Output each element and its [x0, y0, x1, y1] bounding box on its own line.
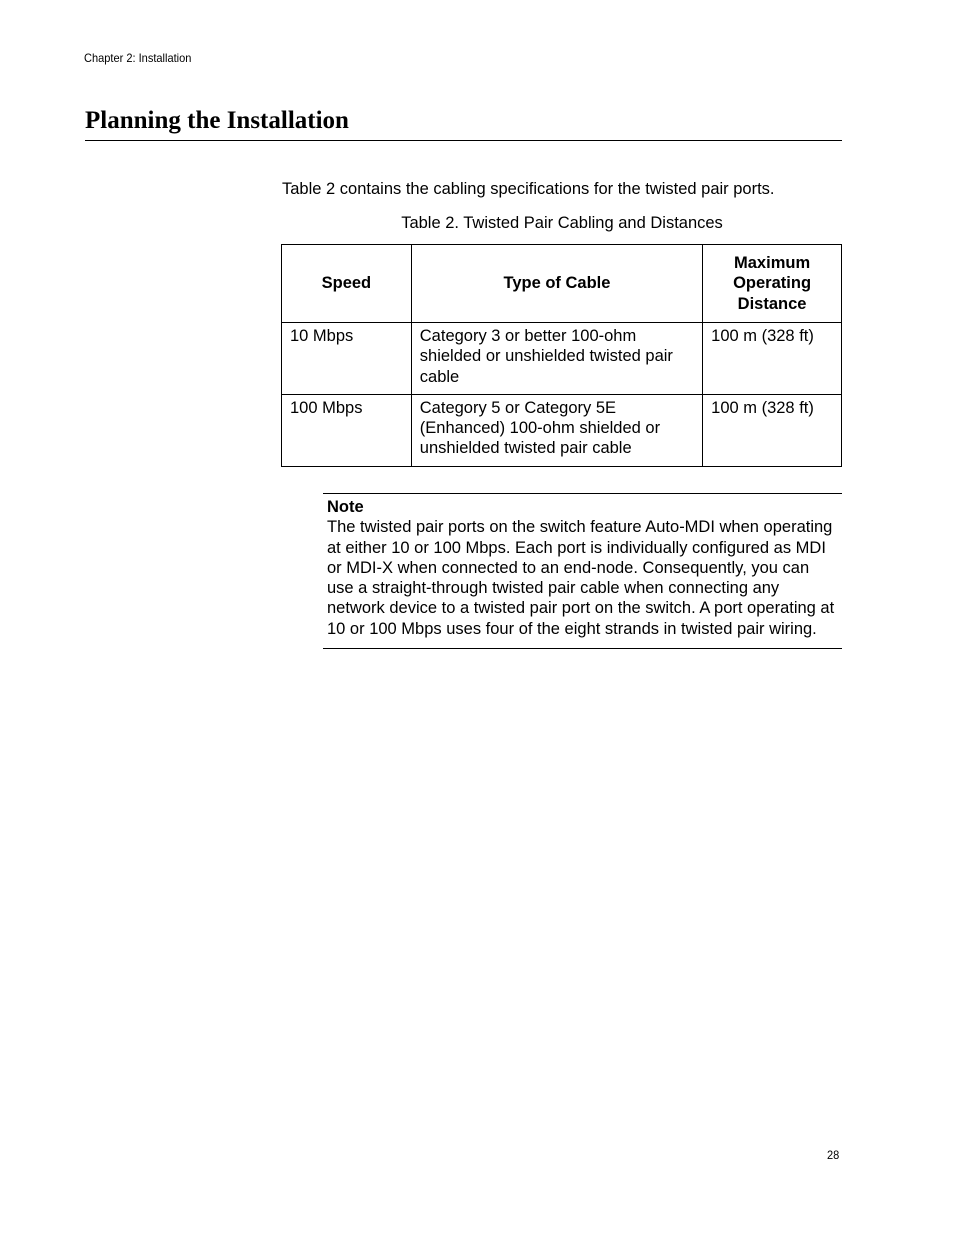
header-cable-type: Type of Cable [411, 245, 702, 323]
title-divider [85, 140, 842, 141]
header-max-distance-line2: Operating [733, 274, 812, 293]
cell-speed: 10 Mbps [282, 323, 412, 395]
running-header: Chapter 2: Installation [84, 51, 192, 65]
cell-distance: 100 m (328 ft) [703, 394, 842, 466]
intro-paragraph: Table 2 contains the cabling specifications for the twisted pair ports. [282, 180, 775, 198]
note-heading: Note [327, 498, 364, 516]
cell-cable-type: Category 3 or better 100-ohm shielded or unshielded twisted pair cable [411, 323, 702, 395]
cell-cable-type: Category 5 or Category 5E (Enhanced) 100-ohm shielded or unshielded twisted pair cable [411, 394, 702, 466]
page-title: Planning the Installation [85, 107, 349, 134]
header-max-distance-line3: Distance [737, 294, 807, 313]
table-header-row [282, 245, 842, 323]
note-body: The twisted pair ports on the switch feature Auto-MDI when operating at either 10 or 100 Mbps. Each port is individually configured as MDI or MDI-X when connected to an end-node. Consequently, you can use a straight-through twisted pair cable when connecting any network device to a twisted pair port on the switch. A port operating at 10 or 100 Mbps uses four of the eight strands in twisted pair wiring. [327, 518, 835, 638]
table-caption: Table 2. Twisted Pair Cabling and Distances [401, 214, 723, 232]
table-row [282, 394, 842, 466]
cabling-table [281, 244, 842, 467]
header-speed: Speed [282, 245, 412, 323]
cell-distance: 100 m (328 ft) [703, 323, 842, 395]
table-row [282, 323, 842, 395]
header-max-distance-line1: Maximum [734, 254, 811, 273]
cell-speed: 100 Mbps [282, 394, 412, 466]
note-box [323, 493, 842, 649]
header-max-distance [703, 245, 842, 323]
page-number: 28 [827, 1148, 840, 1162]
